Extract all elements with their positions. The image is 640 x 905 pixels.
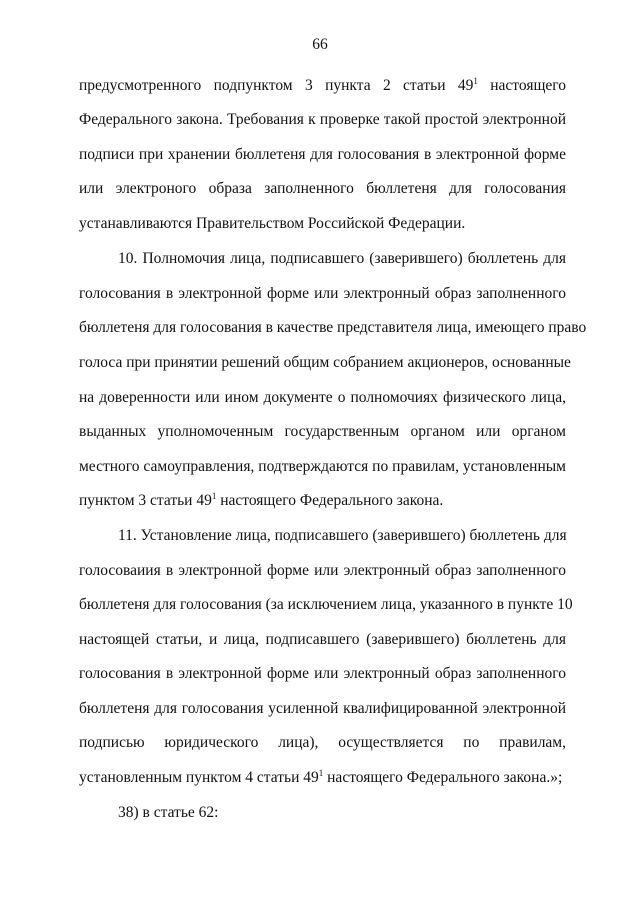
text-line: голосования в электронной форме или электронный образ заполненного	[79, 285, 566, 302]
text-line: предусмотренного подпунктом 3 пункта 2 статьи $49^1$ настоящего	[79, 76, 566, 94]
text-line: бюллетеня для голосования усиленной квалифицированной электронной	[79, 700, 566, 717]
text-line: настоящей статьи, и лица, подписавшего (заверившего) бюллетень для	[79, 631, 566, 648]
text-line: на доверенности или ином документе о полномочиях физического лица,	[79, 389, 566, 406]
text-line: подписью юридического лица), осуществляется по правилам,	[79, 734, 566, 751]
text-line: бюллетеня для голосования в качестве представителя лица, имеющего право	[79, 319, 587, 336]
text-line: пунктом 3 статьи $49^1$ настоящего Федерального закона.	[79, 491, 444, 509]
paragraph-11-first-line: 11. Установление лица, подписавшего (заверившего) бюллетень для	[118, 527, 567, 544]
page-number: 66	[312, 36, 328, 53]
text-line: подписи при хранении бюллетеня для голосования в электронной форме	[79, 146, 566, 163]
text-line: установленным пунктом 4 статьи $49^1$ настоящего Федерального закона.»;	[79, 768, 563, 786]
text-line: голоса при принятии решений общим собранием акционеров, основанные	[79, 354, 571, 371]
text-line: голосоваиия в электронной форме или электронный образ заполненного	[79, 562, 566, 579]
text-line: местного самоуправления, подтверждаются по правилам, установленным	[79, 458, 566, 475]
text-line: выданных уполномоченным государственным органом или органом	[79, 423, 566, 440]
paragraph-10-first-line: 10. Полномочия лица, подписавшего (заверившего) бюллетень для	[118, 250, 566, 267]
text-line: Федерального закона. Требования к проверке такой простой электронной	[79, 111, 566, 128]
item-38-heading: 38) в статье 62:	[118, 804, 219, 821]
text-line: голосования в электронной форме или электронный образ заполненного	[79, 665, 566, 682]
text-line: устанавливаются Правительством Российской Федерации.	[79, 215, 466, 232]
text-line: или электроного образа заполненного бюллетеня для голосования	[79, 180, 566, 197]
text-line: бюллетеня для голосования (за исключением лица, указанного в пункте 10	[79, 596, 573, 613]
